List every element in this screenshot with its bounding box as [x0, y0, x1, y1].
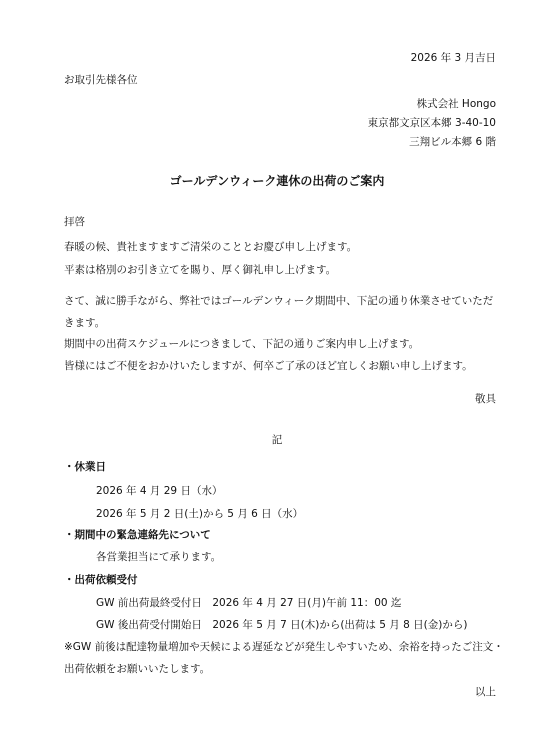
orders-line: GW 前出荷最終受付日 2026 年 4 月 27 日(月)午前 11：00 迄 [96, 597, 402, 609]
body-line: 期間中の出荷スケジュールにつきまして、下記の通りご案内申し上げます。 [64, 338, 420, 350]
orders-heading: ・出荷依頼受付 [64, 574, 138, 586]
holiday-line: 2026 年 4 月 29 日（水） [96, 485, 223, 497]
orders-line: GW 後出荷受付開始日 2026 年 5 月 7 日(木)から(出荷は 5 月 8 日(金)から) [96, 619, 468, 631]
recipient: お取引先様各位 [64, 74, 138, 86]
end-word: 以上 [475, 686, 496, 698]
ki-heading: 記 [271, 434, 283, 446]
holiday-heading: ・休業日 [64, 461, 106, 473]
sender-address: 東京都文京区本郷 3-40-10 [367, 117, 496, 129]
note-line: ※GW 前後は配達物量増加や天候による遅延などが発生しやすいため、余裕を持ったご注文・ [64, 641, 504, 653]
sender-company: 株式会社 Hongo [416, 98, 496, 110]
contact-line: 各営業担当にて承ります。 [96, 551, 222, 563]
contact-heading: ・期間中の緊急連絡先について [64, 529, 211, 541]
document-title: ゴールデンウィーク連休の出荷のご案内 [169, 174, 385, 188]
opening-word: 拝啓 [64, 216, 85, 228]
body-line: さて、誠に勝手ながら、弊社ではゴールデンウィーク期間中、下記の通り休業させていただ [64, 295, 494, 307]
closing-word: 敬具 [475, 393, 496, 405]
sender-building: 三翔ビル本郷 6 階 [409, 136, 496, 148]
note-line: 出荷依頼をお願いいたします。 [64, 663, 211, 675]
body-line: 皆様にはご不便をおかけいたしますが、何卒ご了承のほど宜しくお願い申し上げます。 [64, 360, 473, 372]
letter-date: 2026 年 3 月吉日 [410, 52, 496, 64]
holiday-line: 2026 年 5 月 2 日(土)から 5 月 6 日（水） [96, 508, 304, 520]
greeting-line: 平素は格別のお引き立てを賜り、厚く御礼申し上げます。 [64, 264, 337, 276]
body-line: きます。 [64, 317, 106, 329]
greeting-line: 春暖の候、貴社ますますご清栄のこととお慶び申し上げます。 [64, 241, 358, 253]
